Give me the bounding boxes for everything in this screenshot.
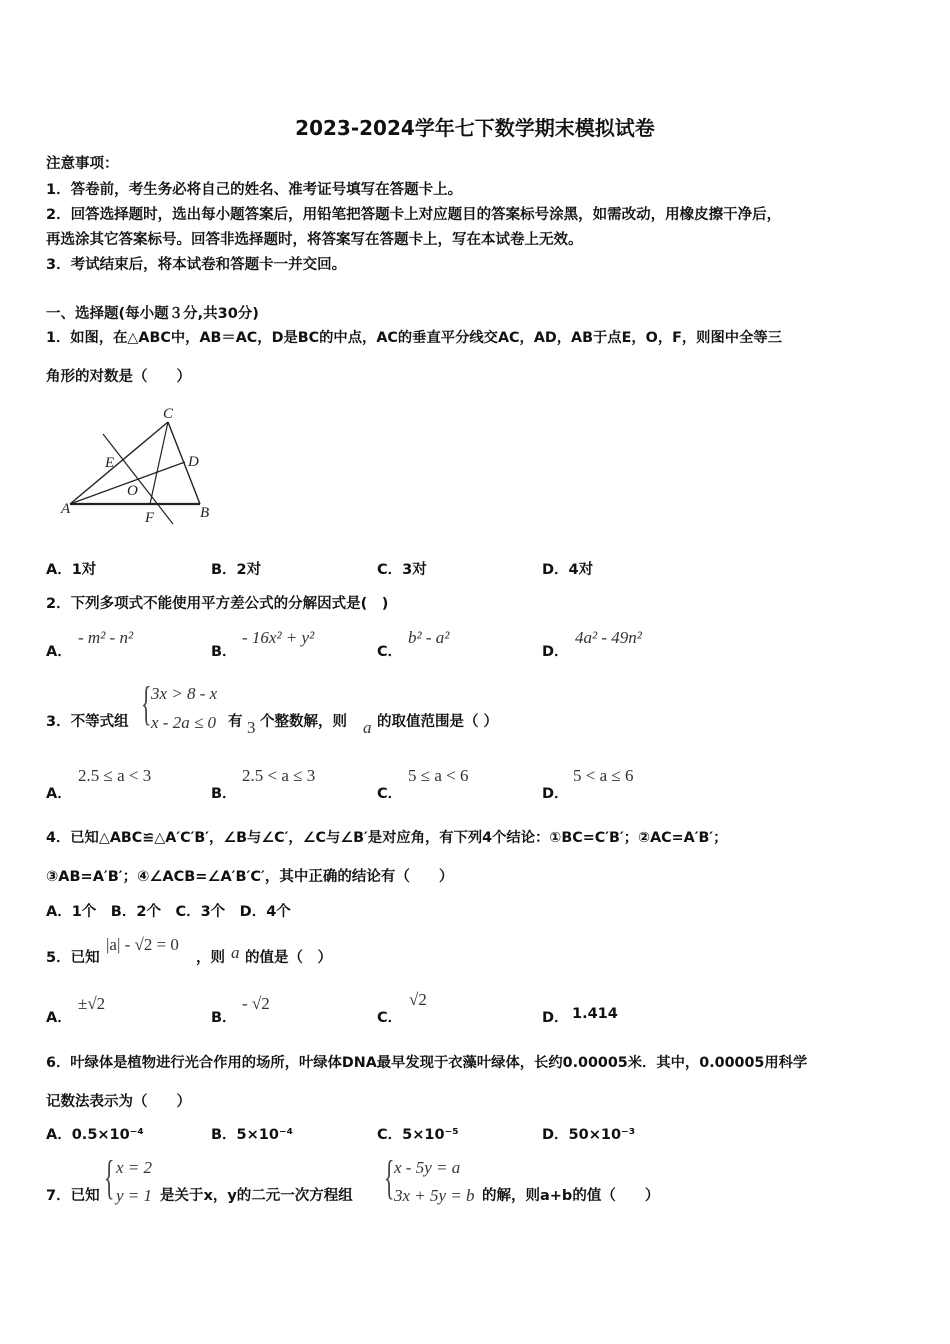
q2-option-d-label: D．	[542, 644, 569, 660]
q1-triangle-figure	[55, 400, 225, 530]
label-o: O	[127, 483, 138, 499]
q3-option-d-expr: 5 < a ≤ 6	[573, 766, 634, 785]
q7-system1-line2: y = 1	[116, 1186, 153, 1205]
page-title: 2023-2024学年七下数学期末模拟试卷	[295, 116, 655, 140]
q5-option-d-label: D．	[542, 1010, 569, 1026]
notice-item: 2．回答选择题时，选出每小题答案后，用铅笔把答题卡上对应题目的答案标号涂黑，如需改动，用橡皮擦干净后，	[46, 207, 782, 223]
label-e: E	[105, 455, 115, 471]
q1-option-d: D．4对	[542, 562, 594, 578]
q3-option-c-label: C．	[377, 786, 403, 802]
notice-heading: 注意事项：	[46, 156, 119, 172]
q3-option-c-expr: 5 ≤ a < 6	[408, 766, 469, 785]
q7-system2-line1: x - 5y = a	[394, 1158, 461, 1177]
q7-suffix: 的解，则a+b的值（ ）	[482, 1188, 660, 1204]
q2-option-c-expr: b² - a²	[408, 628, 450, 647]
label-b: B	[200, 505, 210, 521]
q5-prefix: 5．已知	[46, 950, 100, 966]
label-d: D	[188, 454, 199, 470]
q1-stem-line1: 1．如图，在△ABC中，AB＝AC，D是BC的中点，AC的垂直平分线交AC，AD，AB于点E，O，F，则图中全等三	[46, 330, 782, 346]
q4-stem-line1: 4．已知△ABC≌△A′C′B′，∠B与∠C′，∠C与∠B′是对应角，有下列4个结论：①BC=C′B′；②AC=A′B′；	[46, 830, 728, 846]
q4-stem-line2: ③AB=A′B′；④∠ACB=∠A′B′C′，其中正确的结论有（ ）	[46, 869, 454, 885]
q7-system2-line2: 3x + 5y = b	[394, 1186, 475, 1205]
q7-system1-brace: {	[104, 1151, 115, 1204]
q6-option-b: B．5×10⁻⁴	[211, 1127, 293, 1143]
label-c: C	[163, 406, 174, 422]
notice-item: 3．考试结束后，将本试卷和答题卡一并交回。	[46, 257, 347, 273]
q3-prefix: 3．不等式组	[46, 714, 129, 730]
q2-option-a-expr: - m² - n²	[78, 628, 134, 647]
q5-option-b-label: B．	[211, 1010, 237, 1026]
q3-suffix: 的取值范围是（ ）	[377, 714, 499, 730]
q3-system-brace: {	[141, 677, 152, 730]
notice-item: 1．答卷前，考生务必将自己的姓名、准考证号填写在答题卡上。	[46, 182, 463, 198]
notice-item: 再选涂其它答案标号。回答非选择题时，将答案写在答题卡上，写在本试卷上无效。	[46, 232, 583, 248]
q1-option-c: C．3对	[377, 562, 427, 578]
q3-mid1: 有	[228, 714, 243, 730]
q5-option-a-expr: ±√2	[78, 994, 106, 1013]
q3-system-line1: 3x > 8 - x	[151, 684, 218, 703]
q7-prefix: 7．已知	[46, 1188, 100, 1204]
q5-option-c-label: C．	[377, 1010, 403, 1026]
q3-num: 3	[247, 718, 256, 737]
q4-options: A．1个 B．2个 C．3个 D．4个	[46, 904, 291, 920]
q1-option-b: B．2对	[211, 562, 262, 578]
q2-option-c-label: C．	[377, 644, 403, 660]
q7-system1-line1: x = 2	[116, 1158, 153, 1177]
q2-stem: 2．下列多项式不能使用平方差公式的分解因式是( )	[46, 596, 389, 612]
q3-option-a-expr: 2.5 ≤ a < 3	[78, 766, 152, 785]
q1-stem-line2: 角形的对数是（ ）	[46, 369, 191, 385]
q6-stem-line1: 6．叶绿体是植物进行光合作用的场所，叶绿体DNA最早发现于衣藻叶绿体，长约0.00005米．其中，0.00005用科学	[46, 1055, 808, 1071]
q5-expr: |a| - √2 = 0	[106, 935, 179, 954]
q6-option-c: C．5×10⁻⁵	[377, 1127, 459, 1143]
q5-option-a-label: A．	[46, 1010, 72, 1026]
q5-option-d-expr: 1.414	[572, 1006, 618, 1022]
q2-option-d-expr: 4a² - 49n²	[575, 628, 642, 647]
q5-option-c-expr: √2	[409, 990, 427, 1009]
q3-option-b-expr: 2.5 < a ≤ 3	[242, 766, 316, 785]
q7-system2-brace: {	[384, 1151, 395, 1204]
q7-mid: 是关于x，y的二元一次方程组	[160, 1188, 353, 1204]
q3-option-d-label: D．	[542, 786, 569, 802]
q5-mid: ，则	[196, 950, 225, 966]
q6-option-d: D．50×10⁻³	[542, 1127, 636, 1143]
q2-option-a-label: A．	[46, 644, 72, 660]
q5-var: a	[231, 943, 240, 962]
q3-option-a-label: A．	[46, 786, 72, 802]
q3-system-line2: x - 2a ≤ 0	[151, 713, 217, 732]
q3-option-b-label: B．	[211, 786, 237, 802]
q5-suffix: 的值是（ ）	[245, 950, 332, 966]
section-title: 一、选择题(每小题３分,共30分)	[46, 306, 259, 322]
q6-option-a: A．0.5×10⁻⁴	[46, 1127, 144, 1143]
label-f: F	[145, 510, 155, 526]
q5-option-b-expr: - √2	[242, 994, 270, 1013]
q2-option-b-expr: - 16x² + y²	[242, 628, 315, 647]
q1-option-a: A．1对	[46, 562, 97, 578]
label-a: A	[61, 501, 71, 517]
q6-stem-line2: 记数法表示为（ ）	[46, 1094, 191, 1110]
q3-var: a	[363, 718, 372, 737]
q3-mid2: 个整数解，则	[260, 714, 347, 730]
q2-option-b-label: B．	[211, 644, 237, 660]
